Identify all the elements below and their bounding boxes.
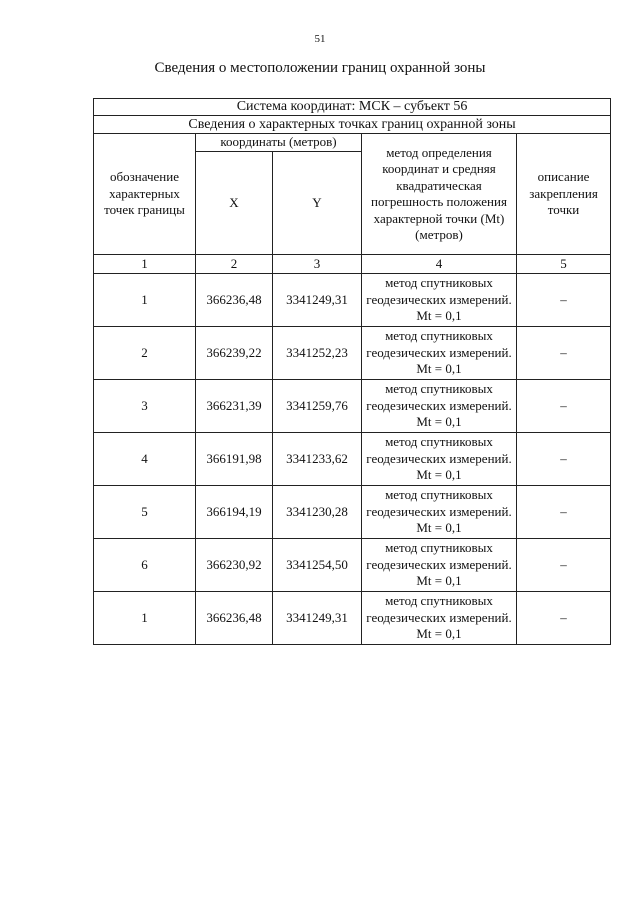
y-cell: 3341230,28 bbox=[273, 486, 362, 539]
x-cell: 366236,48 bbox=[196, 592, 273, 645]
point-cell: 1 bbox=[94, 592, 196, 645]
coordinate-system-label: Система координат: МСК – субъект 56 bbox=[94, 99, 611, 116]
column-number: 2 bbox=[196, 255, 273, 274]
column-number: 1 bbox=[94, 255, 196, 274]
document-title: Сведения о местоположении границ охранной зоны bbox=[154, 60, 486, 76]
description-cell: – bbox=[517, 327, 611, 380]
method-cell: метод спутниковых геодезических измерений. Mt = 0,1 bbox=[362, 592, 517, 645]
x-cell: 366236,48 bbox=[196, 274, 273, 327]
section-label: Сведения о характерных точках границ охранной зоны bbox=[94, 116, 611, 134]
table-row bbox=[94, 274, 611, 327]
table-row bbox=[94, 380, 611, 433]
header-x: X bbox=[196, 152, 273, 255]
coordinate-system-row bbox=[94, 99, 611, 116]
table-row bbox=[94, 592, 611, 645]
column-numbers-row bbox=[94, 255, 611, 274]
method-cell: метод спутниковых геодезических измерений. Mt = 0,1 bbox=[362, 380, 517, 433]
column-number: 3 bbox=[273, 255, 362, 274]
header-description: описание закрепления точки bbox=[517, 134, 611, 255]
method-cell: метод спутниковых геодезических измерений. Mt = 0,1 bbox=[362, 486, 517, 539]
x-cell: 366191,98 bbox=[196, 433, 273, 486]
table-row bbox=[94, 433, 611, 486]
x-cell: 366239,22 bbox=[196, 327, 273, 380]
table-row bbox=[94, 327, 611, 380]
section-row bbox=[94, 116, 611, 134]
method-cell: метод спутниковых геодезических измерений. Mt = 0,1 bbox=[362, 274, 517, 327]
header-method: метод определения координат и средняя квадратическая погрешность положения характерной точки (Mt) (метров) bbox=[362, 134, 517, 255]
description-cell: – bbox=[517, 486, 611, 539]
description-cell: – bbox=[517, 433, 611, 486]
point-cell: 6 bbox=[94, 539, 196, 592]
point-cell: 4 bbox=[94, 433, 196, 486]
description-cell: – bbox=[517, 592, 611, 645]
method-cell: метод спутниковых геодезических измерений. Mt = 0,1 bbox=[362, 539, 517, 592]
y-cell: 3341249,31 bbox=[273, 592, 362, 645]
table-row bbox=[94, 486, 611, 539]
description-cell: – bbox=[517, 539, 611, 592]
x-cell: 366194,19 bbox=[196, 486, 273, 539]
y-cell: 3341233,62 bbox=[273, 433, 362, 486]
description-cell: – bbox=[517, 274, 611, 327]
point-cell: 5 bbox=[94, 486, 196, 539]
y-cell: 3341252,23 bbox=[273, 327, 362, 380]
description-cell: – bbox=[517, 380, 611, 433]
y-cell: 3341259,76 bbox=[273, 380, 362, 433]
table-row bbox=[94, 539, 611, 592]
header-designation: обозначение характерных точек границы bbox=[94, 134, 196, 255]
header-coordinates: координаты (метров) bbox=[196, 134, 362, 152]
header-y: Y bbox=[273, 152, 362, 255]
y-cell: 3341254,50 bbox=[273, 539, 362, 592]
x-cell: 366230,92 bbox=[196, 539, 273, 592]
coordinates-table-body bbox=[94, 99, 611, 645]
method-cell: метод спутниковых геодезических измерений. Mt = 0,1 bbox=[362, 327, 517, 380]
page-number: 51 bbox=[314, 33, 326, 45]
point-cell: 2 bbox=[94, 327, 196, 380]
x-cell: 366231,39 bbox=[196, 380, 273, 433]
header-row bbox=[94, 134, 611, 152]
column-number: 4 bbox=[362, 255, 517, 274]
method-cell: метод спутниковых геодезических измерений. Mt = 0,1 bbox=[362, 433, 517, 486]
coordinates-table bbox=[93, 98, 611, 645]
point-cell: 1 bbox=[94, 274, 196, 327]
y-cell: 3341249,31 bbox=[273, 274, 362, 327]
column-number: 5 bbox=[517, 255, 611, 274]
point-cell: 3 bbox=[94, 380, 196, 433]
